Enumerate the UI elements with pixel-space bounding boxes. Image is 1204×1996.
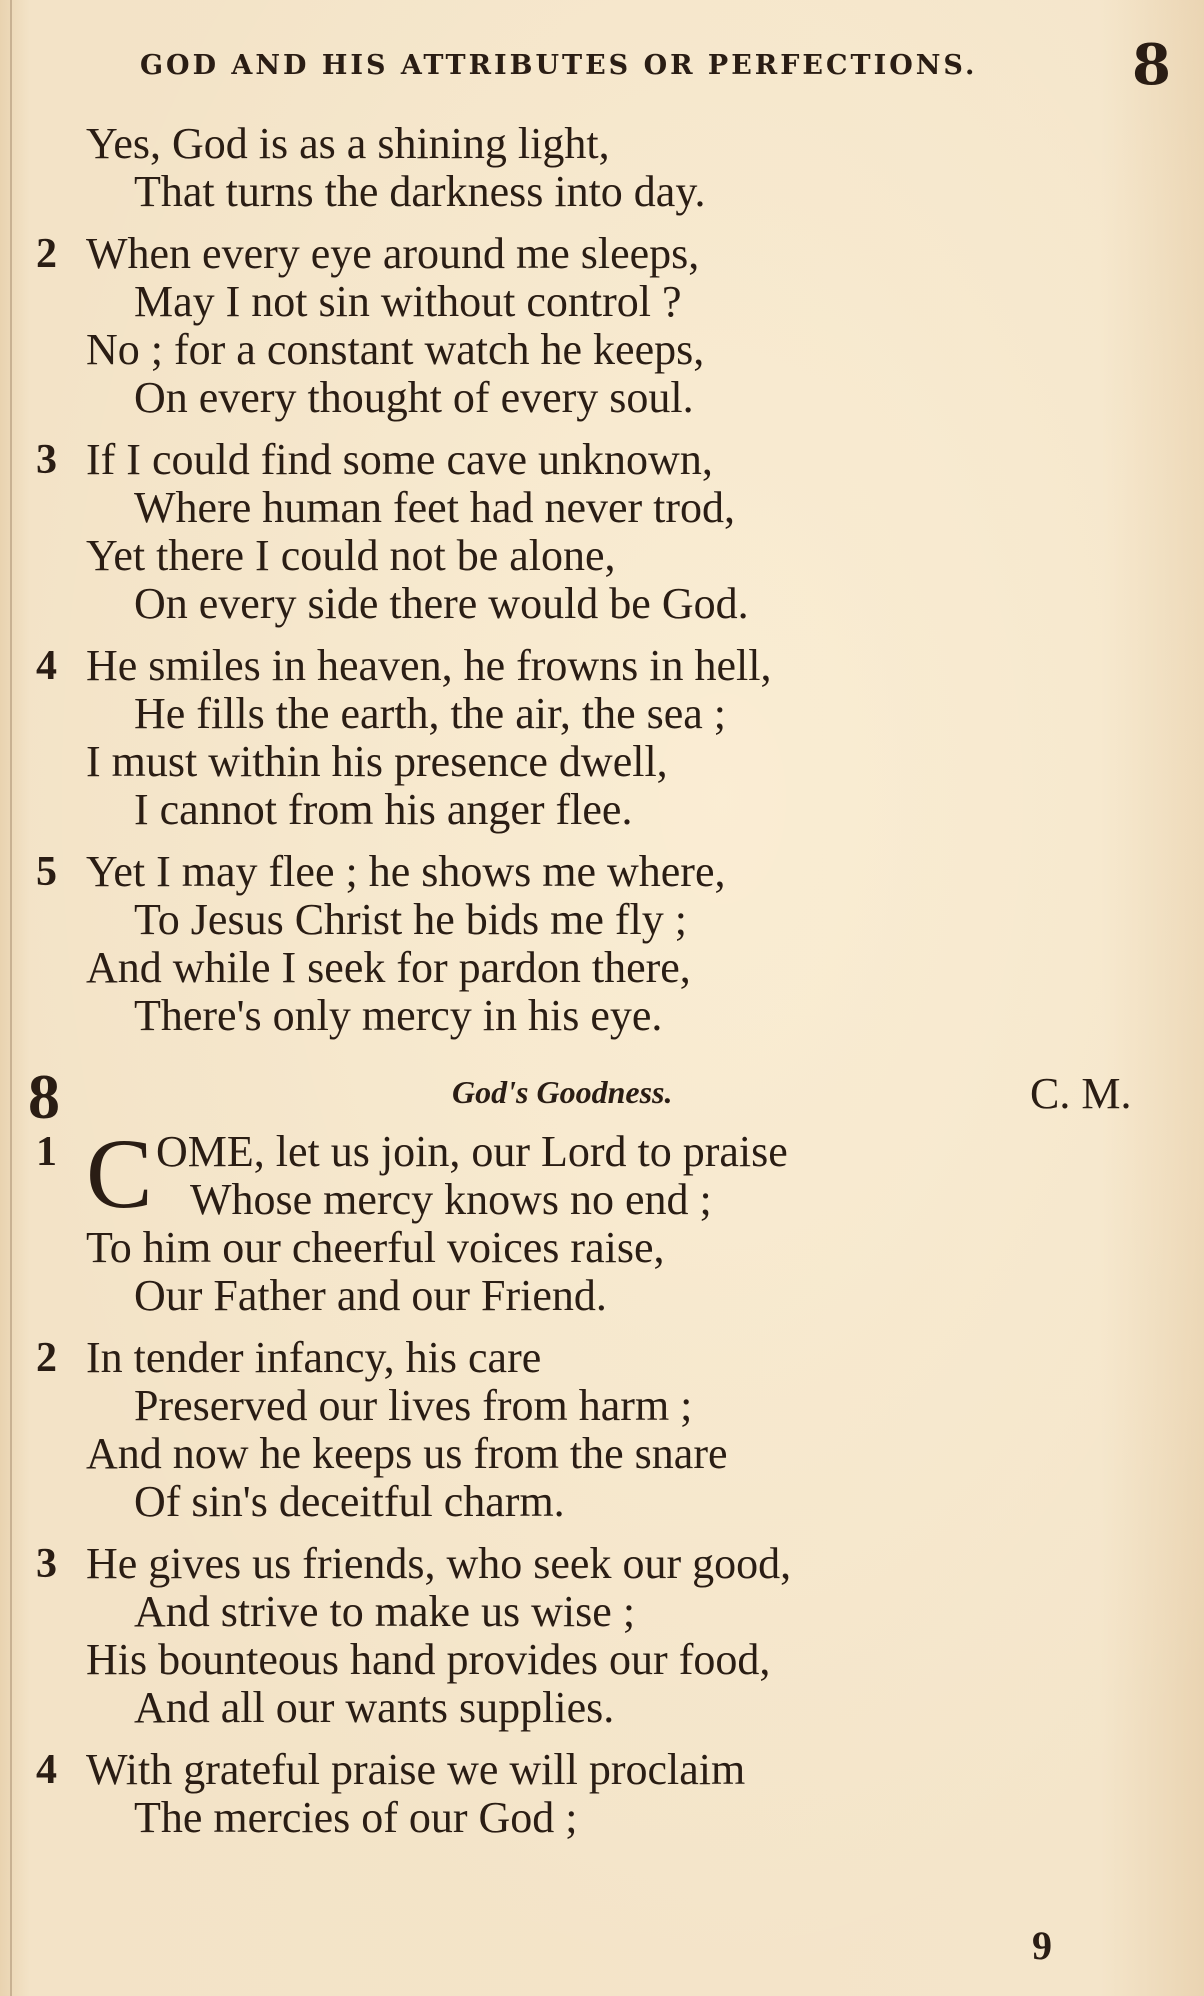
verse-line: I cannot from his anger flee. <box>134 785 633 834</box>
stanza-number: 5 <box>36 849 57 895</box>
verse-line: And strive to make us wise ; <box>134 1587 636 1636</box>
verse-line: To Jesus Christ he bids me fly ; <box>134 895 688 944</box>
hymn-number: 8 <box>28 1061 60 1132</box>
page-header <box>0 32 1204 98</box>
verse-line: And now he keeps us from the snare <box>86 1429 728 1478</box>
verse-line: Yes, God is as a shining light, <box>86 119 610 168</box>
verse-line: Our Father and our Friend. <box>134 1271 607 1320</box>
stanza <box>0 1334 1204 1526</box>
dropcap-block <box>0 1118 1204 1229</box>
verse-line: With grateful praise we will proclaim <box>86 1745 746 1794</box>
verse-line: On every thought of every soul. <box>134 373 694 422</box>
verse-line: Yet I may flee ; he shows me where, <box>86 847 726 896</box>
verse-line: Whose mercy knows no end ; <box>190 1175 712 1224</box>
stanza <box>0 230 1204 422</box>
stanza <box>0 642 1204 834</box>
verse-line: Of sin's deceitful charm. <box>134 1477 565 1526</box>
stanza-number: 1 <box>36 1129 57 1175</box>
stanza <box>0 848 1204 1040</box>
hymn-title: God's Goodness. <box>452 1074 673 1110</box>
running-head: GOD AND HIS ATTRIBUTES OR PERFECTIONS. <box>140 50 978 81</box>
verse-line: OME, let us join, our Lord to praise <box>156 1127 788 1176</box>
stanza <box>0 1540 1204 1732</box>
stanza-number: 4 <box>36 1747 57 1793</box>
stanza-number: 2 <box>36 231 57 277</box>
verse-line: And all our wants supplies. <box>134 1683 615 1732</box>
stanza-number: 3 <box>36 437 57 483</box>
stanza-number: 3 <box>36 1541 57 1587</box>
verse-line: No ; for a constant watch he keeps, <box>86 325 705 374</box>
verse-line: There's only mercy in his eye. <box>134 991 663 1040</box>
page-content <box>0 120 1204 1856</box>
verse-line: That turns the darkness into day. <box>134 167 706 216</box>
stanza-number: 4 <box>36 643 57 689</box>
drop-cap: C <box>86 1118 153 1229</box>
verse-line: Yet there I could not be alone, <box>86 531 616 580</box>
verse-line: May I not sin without control ? <box>134 277 682 326</box>
hymn-heading <box>0 1054 1204 1132</box>
verse-line: To him our cheerful voices raise, <box>86 1223 665 1272</box>
stanza-first <box>0 1118 1204 1320</box>
page-number: 8 <box>1132 32 1171 98</box>
verse-line: On every side there would be God. <box>134 579 749 628</box>
verse-line: He gives us friends, who seek our good, <box>86 1539 792 1588</box>
verse-line: I must within his presence dwell, <box>86 737 668 786</box>
hymn-meter: C. M. <box>1030 1069 1132 1118</box>
stanza <box>0 436 1204 628</box>
stanza-continuation <box>0 120 1204 216</box>
verse-line: In tender infancy, his care <box>86 1333 542 1382</box>
verse-line: Preserved our lives from harm ; <box>134 1381 693 1430</box>
verse-line: And while I seek for pardon there, <box>86 943 691 992</box>
stanza <box>0 1746 1204 1842</box>
signature-number: 9 <box>1032 1923 1052 1968</box>
stanza-number: 2 <box>36 1335 57 1381</box>
verse-line: He fills the earth, the air, the sea ; <box>134 689 727 738</box>
verse-line: The mercies of our God ; <box>134 1793 578 1842</box>
verse-line: If I could find some cave unknown, <box>86 435 713 484</box>
verse-line: He smiles in heaven, he frowns in hell, <box>86 641 772 690</box>
verse-line: When every eye around me sleeps, <box>86 229 700 278</box>
verse-line: Where human feet had never trod, <box>134 483 736 532</box>
verse-line: His bounteous hand provides our food, <box>86 1635 771 1684</box>
